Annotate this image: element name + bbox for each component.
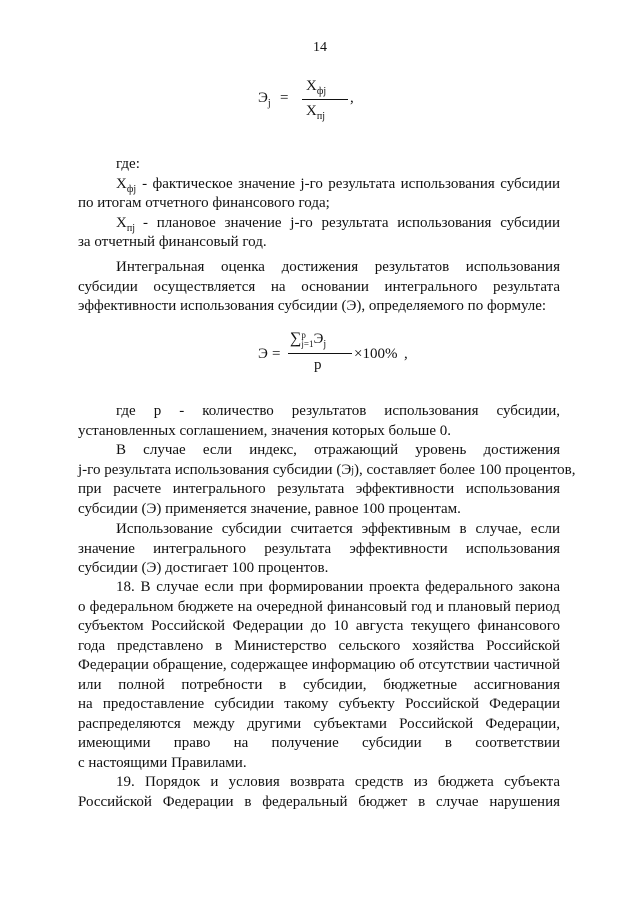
text-line: при расчете интегрального результата эффективности использования xyxy=(78,481,560,497)
text-line: субсидии (Э) достигает 100 процентов. xyxy=(78,560,329,576)
where-label: где: xyxy=(116,156,140,172)
text-line: Использование субсидии считается эффективным в случае, если xyxy=(116,521,560,537)
paragraph-case xyxy=(78,441,576,519)
text-line: j-го результата использования субсидии (Э j ), составляет более 100 процентов, xyxy=(78,461,576,478)
text-line: субсидии (Э) применяется значение, равное 100 процентам. xyxy=(78,500,461,517)
text-line: Федерации обращение, содержащее информацию об отсутствии частичной xyxy=(78,657,560,673)
page-number: 14 xyxy=(313,40,327,55)
paragraph-integral xyxy=(78,258,560,317)
paragraph-effective xyxy=(78,520,560,579)
text-line: где p - количество результатов использования субсидии, xyxy=(116,403,560,419)
text-line: субъектом Российской Федерации до 10 августа текущего финансового xyxy=(78,618,560,634)
text-line: с настоящими Правилами. xyxy=(78,754,247,771)
formula2-numerator: ∑ p j=1 $Э_j$ xyxy=(290,329,327,350)
formula2-fraction-line xyxy=(288,353,352,354)
formula1-lhs: $Э_j$ xyxy=(258,90,271,109)
formula2-equals: = xyxy=(272,346,281,362)
formula1-equals: = xyxy=(280,90,289,106)
formula1-numerator: $X_{фj}$ xyxy=(306,78,327,97)
def2-line1: $X_{пj}$ - плановое значение j-го результата использования субсидии xyxy=(116,214,560,234)
formula-integral-result xyxy=(258,330,418,382)
def2-symbol: $X_{пj}$ xyxy=(116,214,135,234)
definitions-block xyxy=(78,155,560,253)
text-line: о федеральном бюджете на очередной финансовый год и плановый период xyxy=(78,598,560,615)
formula1-trail: , xyxy=(350,90,354,106)
text-line: 18. В случае если при формировании проекта федерального закона xyxy=(116,579,560,595)
text-line: года представлено в Министерство сельского хозяйства Российской xyxy=(78,637,560,654)
formula2-multiplier: ×100% xyxy=(354,346,398,362)
text-line: установленных соглашением, значения которых больше 0. xyxy=(78,422,451,439)
text-line: Российской Федерации в федеральный бюджет в случае нарушения xyxy=(78,793,560,810)
text-line: на предоставление субсидии такому субъекту Российской Федерации xyxy=(78,696,560,712)
text-line: 19. Порядок и условия возврата средств из бюджета субъекта xyxy=(116,774,560,790)
paragraph-19 xyxy=(78,773,560,812)
text-line: или полной потребности в субсидии, бюджетные ассигнования xyxy=(78,676,560,693)
text-line: распределяются между другими субъектами Российской Федерации, xyxy=(78,715,560,732)
text-line: Интегральная оценка достижения результатов использования xyxy=(116,259,560,275)
text-line: значение интегрального результата эффективности использования xyxy=(78,540,560,557)
text-line: субсидии осуществляется на основании интегрального результата xyxy=(78,278,560,295)
def1-symbol: $X_{фj}$ xyxy=(116,175,137,195)
formula2-lhs: Э xyxy=(258,346,268,362)
text-line: эффективности использования субсидии (Э), определяемого по формуле: xyxy=(78,298,547,314)
formula2-trail: , xyxy=(404,346,408,362)
formula-efficiency-index xyxy=(258,78,378,128)
formula1-fraction-line xyxy=(302,99,348,100)
paragraph-where-p xyxy=(78,402,560,441)
def2-line2: за отчетный финансовый год. xyxy=(78,234,267,250)
text-line: имеющими право на получение субсидии в соответствии xyxy=(78,735,560,751)
def1-line1: $X_{фj}$ - фактическое значение j-го результата использования субсидии xyxy=(116,175,560,195)
text-line: В случае если индекс, отражающий уровень достижения xyxy=(116,442,560,458)
paragraph-18 xyxy=(78,578,560,773)
formula2-denominator: p xyxy=(314,357,322,373)
def1-line2: по итогам отчетного финансового года; xyxy=(78,195,330,211)
formula1-denominator: $X_{пj}$ xyxy=(306,103,325,122)
